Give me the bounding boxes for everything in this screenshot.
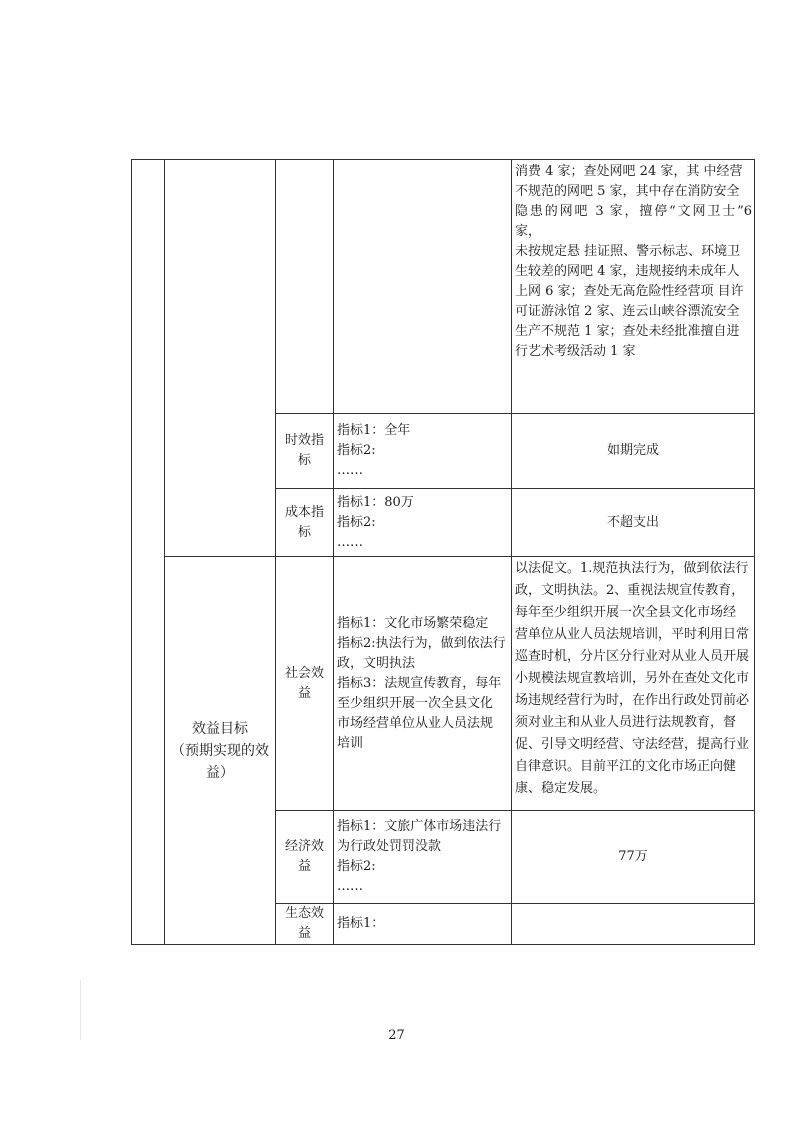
text-line: 生较差的网吧 4 家，违规接纳未成年人 <box>515 264 740 279</box>
text-line: 行艺术考级活动 1 家 <box>515 344 636 359</box>
social-benefit-indicators <box>334 557 512 811</box>
text-line: 以法促文。1.规范执法行为，做到依法行 <box>515 561 749 576</box>
table-row <box>132 557 755 811</box>
indicator-line: 指标2: <box>337 514 376 530</box>
ecological-benefit-value <box>512 904 755 945</box>
text-line: 营单位从业人员法规培训，平时利用日常 <box>515 627 750 642</box>
violation-details-cell <box>512 160 755 414</box>
text-line: 可证游泳馆 2 家、连云山峡谷漂流安全 <box>515 304 740 319</box>
table-cell-blank-left <box>165 160 276 557</box>
text-line: 促、引导文明经营、守法经营，提高行业 <box>515 737 750 752</box>
ecological-benefit-indicators <box>334 904 512 945</box>
indicator-line: 市场经营单位从业人员法规 <box>337 715 494 731</box>
table-cell-blank <box>334 160 512 414</box>
table-cell-blank-far-left <box>132 160 165 945</box>
table-row <box>132 160 755 414</box>
text-line: 康、稳定发展。 <box>515 781 607 796</box>
text-line: 自律意识。目前平江的文化市场正向健 <box>515 759 737 774</box>
cost-label: 成本指标 <box>276 489 334 557</box>
text-line: 小规模法规宣教培训，另外在查处文化市 <box>515 671 750 686</box>
indicator-line: 指标1： <box>337 916 385 931</box>
text-line: 上网 6 家；查处无高危险性经营项 目许 <box>515 284 744 299</box>
indicator-line: 指标2: <box>337 443 376 458</box>
text-line: 每年至少组织开展一次全县文化市场经 <box>515 605 737 620</box>
indicator-line: …… <box>337 463 363 478</box>
ecological-benefit-label: 生态效益 <box>276 904 334 945</box>
text-line: 场违规经营行为时，在作出行政处罚前必 <box>515 693 750 708</box>
text-line: 隐患的网吧 3 家，擅停“文网卫士”6 家， <box>515 204 752 239</box>
indicator-line: …… <box>337 879 363 894</box>
text-line: 未按规定悬 挂证照、警示标志、环境卫 <box>515 244 741 259</box>
cost-value: 不超支出 <box>512 489 755 557</box>
indicator-line: 指标3：法规宣传教育，每年 <box>337 675 502 691</box>
timeliness-label: 时效指标 <box>276 414 334 489</box>
social-benefit-value <box>512 557 755 811</box>
text-line: 消费 4 家；查处网吧 24 家，其 中经营 <box>515 164 743 179</box>
economic-benefit-label: 经济效益 <box>276 811 334 904</box>
indicator-line: 指标1：80万 <box>337 494 414 510</box>
benefit-target-title: 效益目标 <box>192 720 248 737</box>
timeliness-value: 如期完成 <box>512 414 755 489</box>
indicator-line: 指标1：文化市场繁荣稳定 <box>337 615 489 631</box>
text-line: 生产不规范 1 家；查处未经批准擅自进 <box>515 324 740 339</box>
text-line: 巡查时机，分片区分行业对从业人员开展 <box>515 649 750 664</box>
table-cell-blank <box>276 160 334 414</box>
cost-indicators <box>334 489 512 557</box>
indicator-line: 指标1：文旅广体市场违法行 <box>337 819 502 834</box>
indicator-line: 指标1：全年 <box>337 423 411 438</box>
indicator-line: 指标2:执法行为，做到依法行 <box>337 635 506 651</box>
indicator-line: 指标2: <box>337 859 376 874</box>
indicator-line: 为行政处罚罚没款 <box>337 839 442 854</box>
benefit-target-subtitle-line: （预期实现的效 <box>171 742 269 759</box>
economic-benefit-value: 77万 <box>512 811 755 904</box>
text-line: 须对业主和从业人员进行法规教育，督 <box>515 715 737 730</box>
economic-benefit-indicators <box>334 811 512 904</box>
indicator-line: 至少组织开展一次全县文化 <box>337 695 494 711</box>
performance-target-table <box>131 159 755 945</box>
benefit-target-cell <box>165 557 276 945</box>
indicator-line: …… <box>337 534 363 550</box>
indicator-line: 培训 <box>337 735 364 751</box>
indicator-line: 政，文明执法 <box>337 655 416 671</box>
text-line: 不规范的网吧 5 家，其中存在消防安全 <box>515 184 740 199</box>
benefit-target-subtitle-line: 益） <box>206 764 234 781</box>
text-line: 政，文明执法。2、重视法规宣传教育， <box>515 583 745 598</box>
timeliness-indicators <box>334 414 512 489</box>
page-number: 27 <box>388 1028 405 1043</box>
social-benefit-label: 社会效益 <box>276 557 334 811</box>
